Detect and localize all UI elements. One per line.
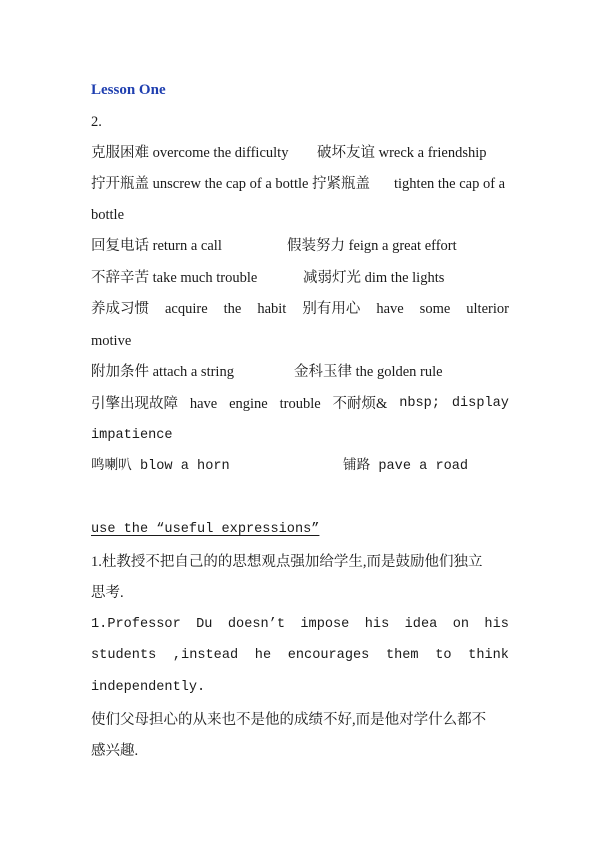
word: 引擎出现故障: [91, 396, 178, 412]
lesson-title: Lesson One: [91, 82, 166, 98]
vocab-row: [91, 236, 457, 256]
vocab-entry: 破坏友谊 wreck a friendship: [317, 145, 487, 161]
sentence-en-justified: [91, 615, 509, 635]
vocab-row: [91, 268, 445, 288]
word: trouble: [279, 396, 321, 412]
vocab-entry-cont: tighten the cap of a: [394, 176, 506, 192]
word: them: [385, 648, 419, 663]
word: display: [451, 396, 509, 411]
vocab-entry: 不辞辛苦 take much trouble: [91, 270, 258, 286]
vocab-row: [91, 143, 487, 163]
word: Du: [196, 617, 213, 632]
word: some: [419, 301, 451, 317]
word: 别有用心: [302, 301, 361, 317]
vocab-entry: 克服困难 overcome the difficulty: [91, 145, 289, 161]
sentence-cn: 1.杜教授不把自己的的思想观点强加给学生,而是鼓励他们独立: [91, 554, 483, 570]
word: engine: [229, 396, 268, 412]
vocab-entry: 鸣喇叭 blow a horn: [91, 459, 230, 474]
word: his: [364, 617, 390, 632]
section-number: 2.: [91, 114, 102, 130]
vocab-row-wrap: bottle: [91, 207, 125, 223]
vocab-row-justified: [91, 299, 509, 319]
vocab-entry: 回复电话 return a call: [91, 238, 222, 254]
sentence-cn: 使们父母担心的从来也不是他的成绩不好,而是他对学什么都不: [91, 712, 487, 728]
sentence-en: independently.: [91, 680, 206, 695]
word: he: [254, 648, 272, 663]
sentence-cn: 思考.: [91, 585, 124, 601]
vocab-entry: 金科玉律 the golden rule: [294, 364, 443, 380]
word: 养成习惯: [91, 301, 149, 317]
expressions-header: use the “useful expressions”: [91, 522, 320, 537]
word: think: [468, 648, 509, 663]
vocab-entry: 铺路 pave a road: [343, 459, 469, 474]
word: idea: [404, 617, 438, 632]
vocab-row-wrap: impatience: [91, 428, 173, 443]
word: nbsp;: [399, 396, 440, 411]
word: have: [189, 396, 218, 412]
word: habit: [257, 301, 287, 317]
word: 1.Professor: [91, 617, 181, 632]
vocab-row: [91, 457, 469, 477]
word: the: [223, 301, 242, 317]
word: students: [91, 648, 157, 663]
word: ,instead: [172, 648, 239, 663]
word: ulterior: [466, 301, 509, 317]
word: encourages: [287, 648, 370, 663]
word: impose: [300, 617, 350, 632]
vocab-row-wrap: motive: [91, 333, 132, 349]
word: his: [484, 617, 509, 632]
word: have: [376, 301, 404, 317]
word: to: [435, 648, 452, 663]
sentence-cn: 感兴趣.: [91, 743, 139, 759]
word: 不耐烦&: [332, 396, 388, 412]
vocab-row: [91, 362, 443, 382]
vocab-entry: 拧开瓶盖 unscrew the cap of a bottle 拧紧瓶盖: [91, 176, 371, 192]
sentence-en-justified: [91, 646, 509, 666]
word: on: [452, 617, 470, 632]
vocab-entry: 附加条件 attach a string: [91, 364, 234, 380]
word: acquire: [164, 301, 208, 317]
vocab-row-justified: [91, 394, 509, 414]
vocab-entry: 减弱灯光 dim the lights: [303, 270, 445, 286]
word: doesn’t: [227, 617, 285, 632]
vocab-row: [91, 174, 506, 194]
vocab-entry: 假装努力 feign a great effort: [287, 238, 457, 254]
